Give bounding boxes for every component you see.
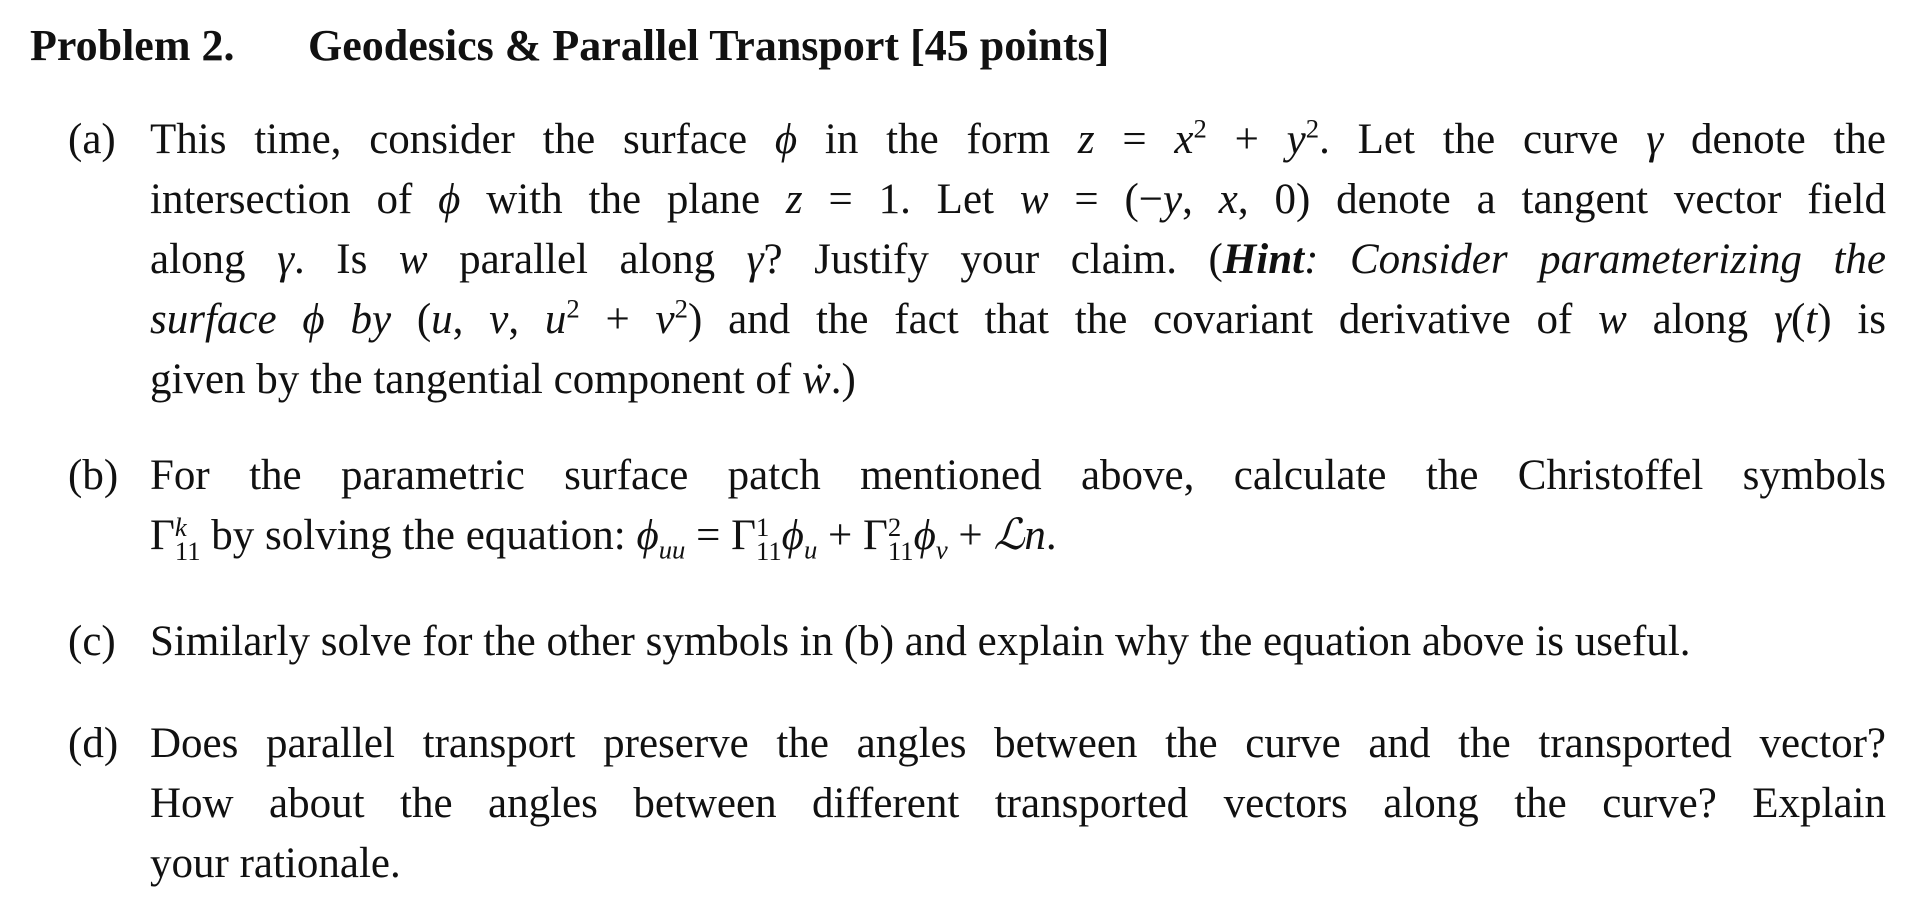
part-d-line-3: your rationale. [150,840,401,887]
part-body [150,110,1886,410]
part-a-line-4: surface ϕ by (u, v, $u^2 + v^2$) and the fact that the covariant derivative of w along γ(t) is [150,293,1887,343]
part-a-line-3: along γ. Is w parallel along γ? Justify your claim. (Hint: Consider parameterizing the [150,236,1886,283]
part-a-line-2: intersection of ϕ with the plane z = 1. Let w = (−y, x, 0) denote a tangent vector field [150,176,1887,223]
part-c-line-1: Similarly solve for the other symbols in (b) and explain why the equation above is useful. [150,618,1691,665]
part-body [150,714,1886,894]
part-b-line-2: Γ k 11 by solving the equation: $\phi_{uu} = \Gamma$ 1 11 $\phi_u + \Gamma$ 2 11 $\phi_v$ + ℒn. [150,512,1057,567]
part-c [68,612,1886,672]
problem-heading [30,14,1109,78]
part-label: (c) [68,618,116,665]
part-body [150,612,1886,672]
part-a-line-5: given by the tangential component of ẇ.) [150,356,856,403]
part-d [68,714,1886,894]
part-label: (a) [68,116,116,163]
part-body [150,446,1886,566]
part-b-line-1: For the parametric surface patch mentioned above, calculate the Christoffel symbols [150,452,1886,499]
part-a-line-1: This time, consider the surface ϕ in the form $z = x^2 + y^2$. Let the curve γ denote the [150,113,1886,163]
part-d-line-2: How about the angles between different transported vectors along the curve? Explain [150,780,1886,827]
problem-number: Problem 2. [30,21,235,70]
part-label: (b) [68,452,119,499]
part-label: (d) [68,720,119,767]
problem-title: Geodesics & Parallel Transport [45 points] [308,21,1110,70]
part-b [68,446,1886,566]
part-d-line-1: Does parallel transport preserve the angles between the curve and the transported vector? [150,720,1886,767]
part-a [68,110,1886,410]
